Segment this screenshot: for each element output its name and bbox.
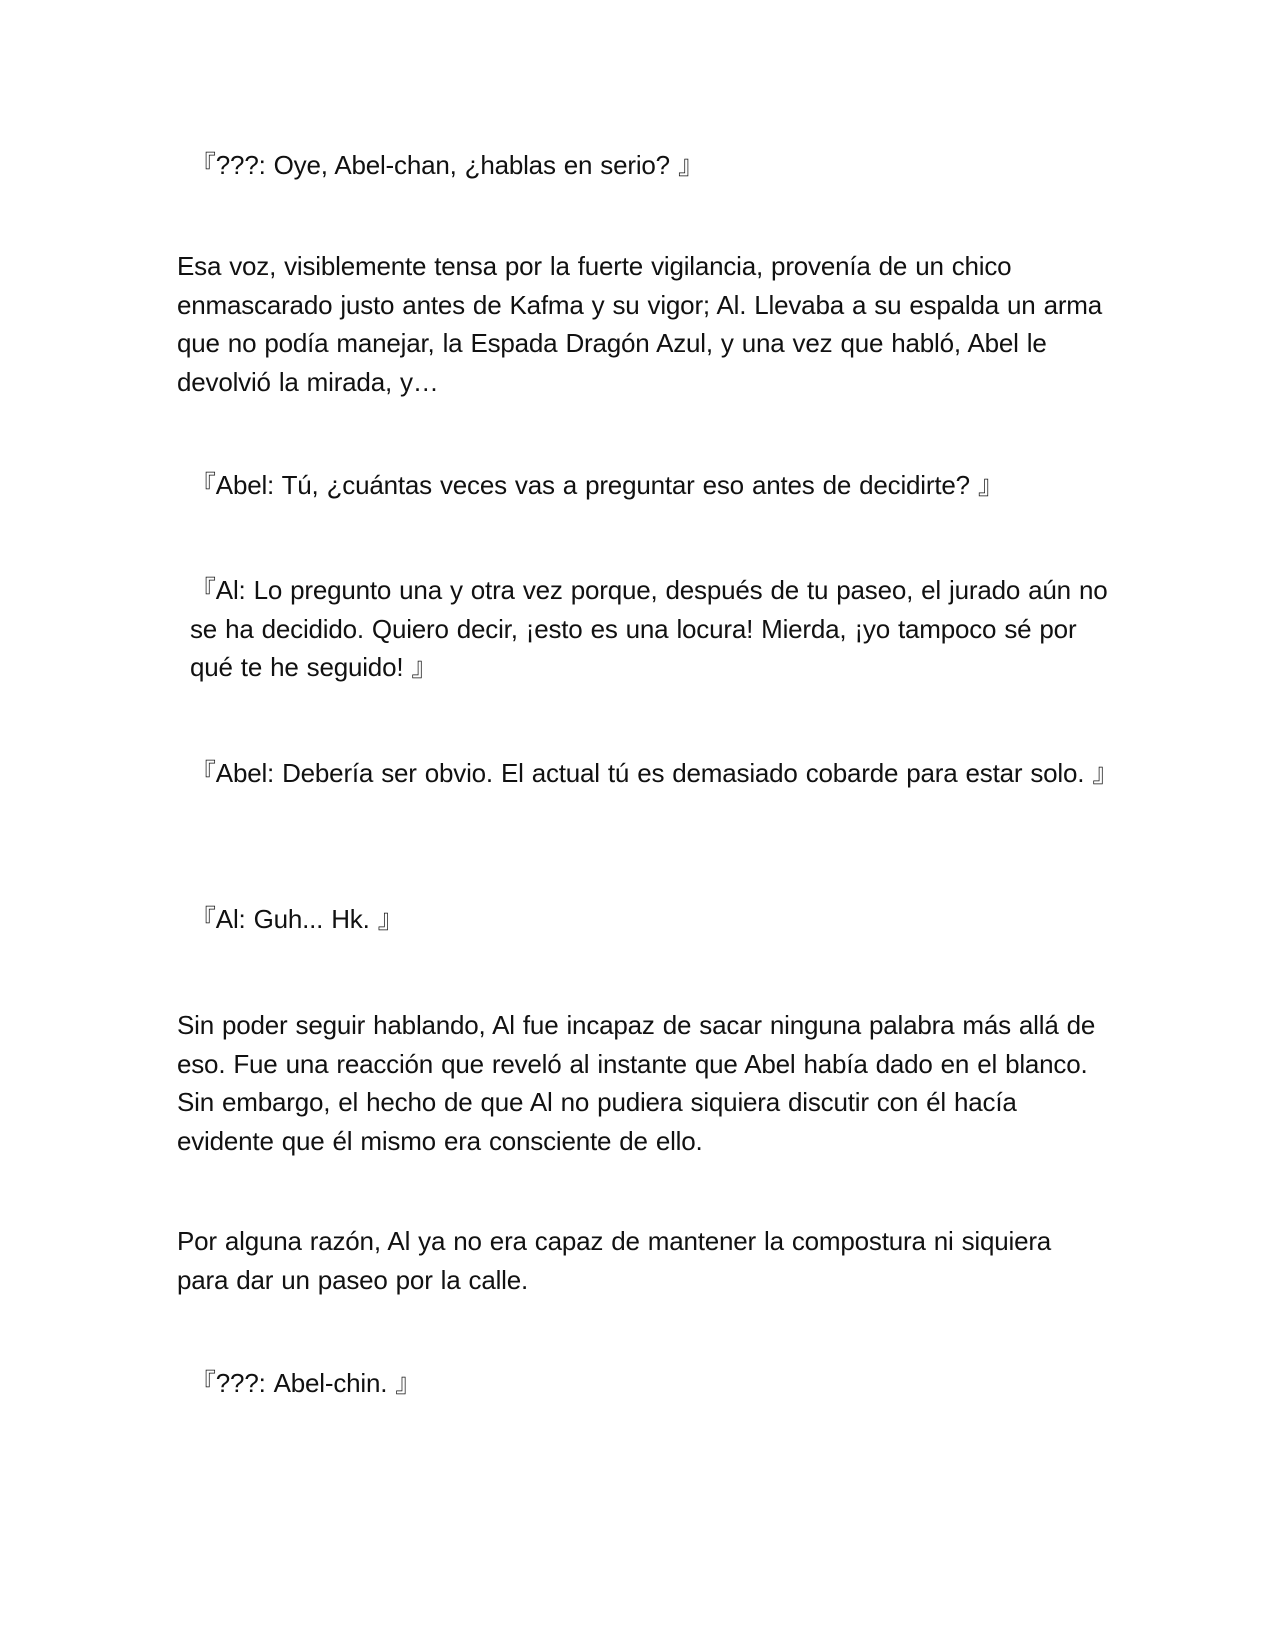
- narration-paragraph: Sin poder seguir hablando, Al fue incapaz de sacar ninguna palabra más allá de eso. Fue una reacción que reveló al instante que Abel había dado en el blanco. Sin embargo, el hecho de que Al no pudiera siquiera discutir con él hacía evidente que él mismo era consciente de ello.: [177, 1010, 1096, 1156]
- dialogue-line: 『???: Oye, Abel-chan, ¿hablas en serio? 』: [190, 150, 704, 180]
- dialogue-line: 『Abel: Tú, ¿cuántas veces vas a preguntar eso antes de decidirte? 』: [190, 470, 1004, 500]
- narration-paragraph: Esa voz, visiblemente tensa por la fuerte vigilancia, provenía de un chico enmascarado justo antes de Kafma y su vigor; Al. Llevaba a su espalda un arma que no podía manejar, la Espada Dragón Azul, y una vez que habló, Abel le devolvió la mirada, y…: [177, 251, 1103, 397]
- narration-paragraph: Por alguna razón, Al ya no era capaz de mantener la compostura ni siquiera para dar un paseo por la calle.: [177, 1226, 1052, 1295]
- dialogue-line: 『Al: Lo pregunto una y otra vez porque, después de tu paseo, el jurado aún no se ha decidido. Quiero decir, ¡esto es una locura! Mierda, ¡yo tampoco sé por qué te he seguido! 』: [190, 575, 1108, 682]
- dialogue-line: 『???: Abel-chin. 』: [190, 1368, 422, 1398]
- dialogue-line: 『Al: Guh... Hk. 』: [190, 904, 404, 934]
- dialogue-line: 『Abel: Debería ser obvio. El actual tú es demasiado cobarde para estar solo. 』: [190, 758, 1119, 788]
